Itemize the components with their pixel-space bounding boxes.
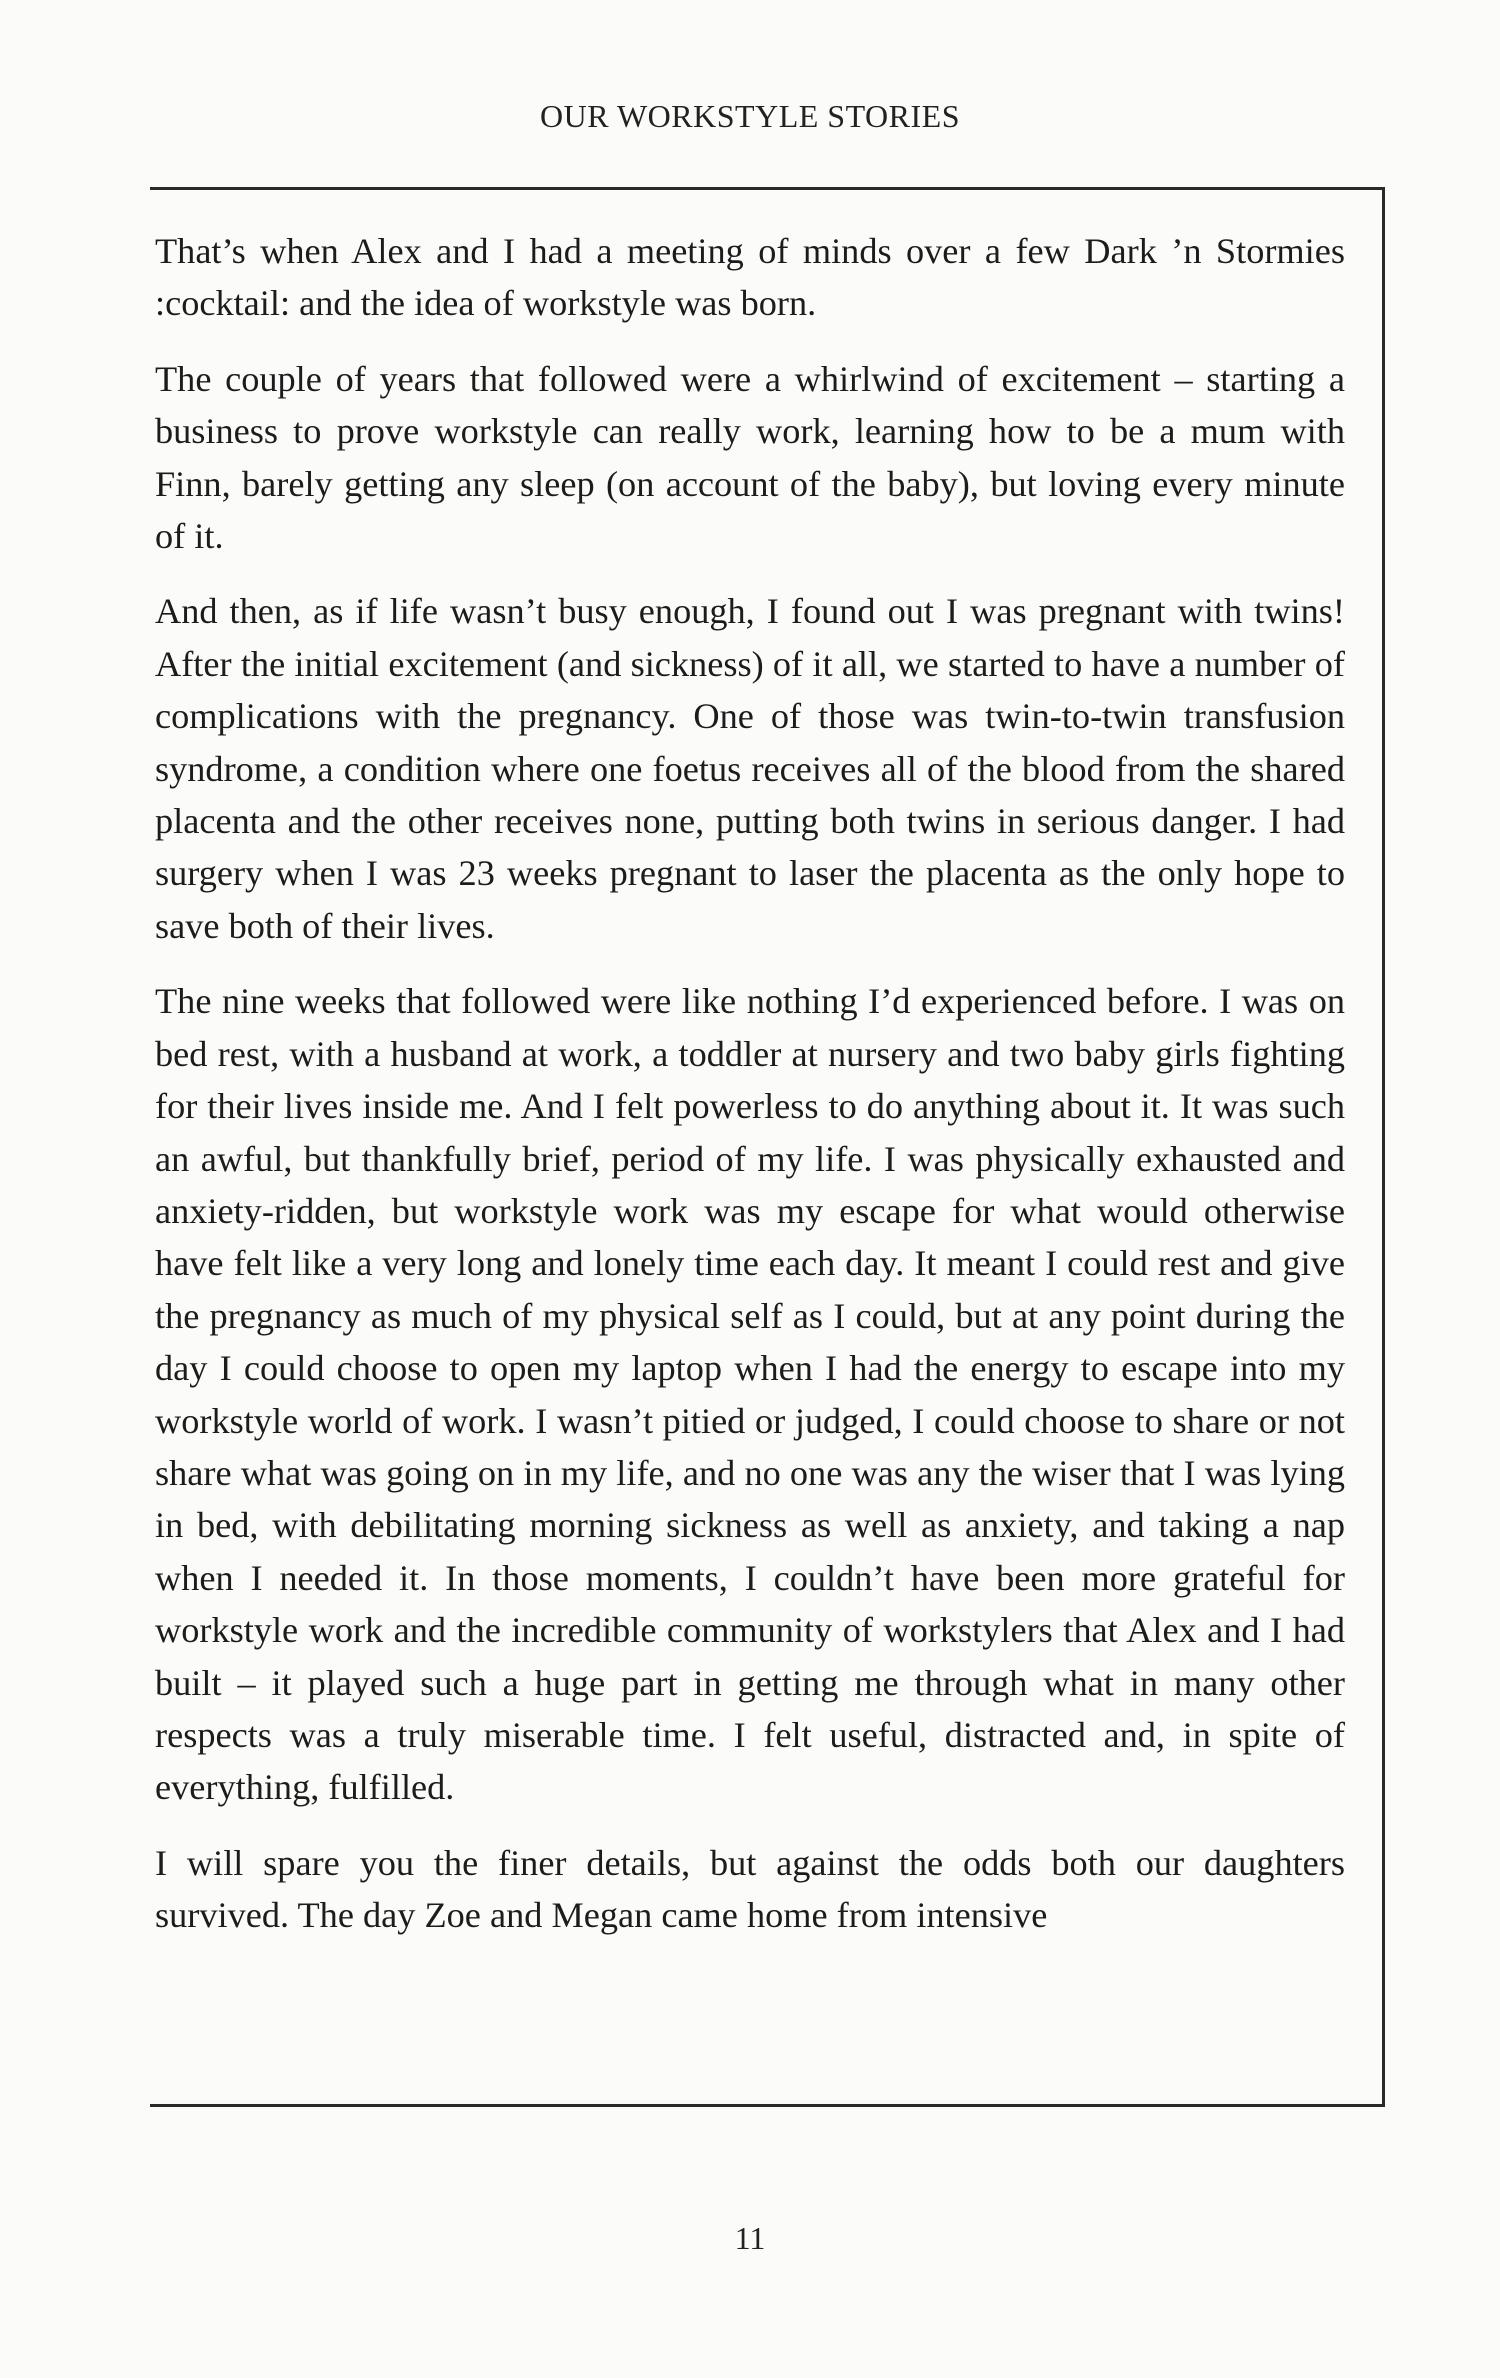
paragraph: That’s when Alex and I had a meeting of minds over a few Dark ’n Stormies :cocktail: and the idea of workstyle was born.: [155, 231, 1345, 324]
running-head: OUR WORKSTYLE STORIES: [539, 98, 960, 134]
page-number: 11: [734, 2220, 766, 2256]
paragraph: I will spare you the finer details, but against the odds both our daughters survived. The day Zoe and Megan came home from intensive: [155, 1842, 1345, 1936]
paragraph: The nine weeks that followed were like nothing I’d experienced before. I was on bed rest, with a husband at work, a toddler at nursery and two baby girls fighting for their lives inside me. And I felt powerless to do anything about it. It was such an awful, but thankfully brief, period of my life. I was physically exhausted and anxiety-ridden, but workstyle work was my escape for what would otherwise have felt like a very long and lonely time each day. It meant I could rest and give the pregnancy as much of my physical self as I could, but at any point during the day I could choose to open my laptop when I had the energy to escape into my workstyle world of work. I wasn’t pitied or judged, I could choose to share or not share what was going on in my life, and no one was any the wiser that I was lying in bed, with debilitating morning sickness as well as anxiety, and taking a nap when I needed it. In those moments, I couldn’t have been more grateful for workstyle work and the incredible community of workstylers that Alex and I had built – it played such a huge part in getting me through what in many other respects was a truly miserable time. I felt useful, distracted and, in spite of everything, fulfilled.: [155, 981, 1345, 1808]
body-text: [155, 225, 1345, 1965]
paragraph: And then, as if life wasn’t busy enough, I found out I was pregnant with twins! After the initial excitement (and sickness) of it all, we started to have a number of complications with the pregnancy. One of those was twin-to-twin transfusion syndrome, a condition where one foetus receives all of the blood from the shared placenta and the other receives none, putting both twins in serious danger. I had surgery when I was 23 weeks pregnant to laser the placenta as the only hope to save both of their lives.: [155, 591, 1345, 946]
paragraph: The couple of years that followed were a whirlwind of excitement – starting a business to prove workstyle can really work, learning how to be a mum with Finn, barely getting any sleep (on account of the baby), but loving every minute of it.: [155, 358, 1345, 557]
